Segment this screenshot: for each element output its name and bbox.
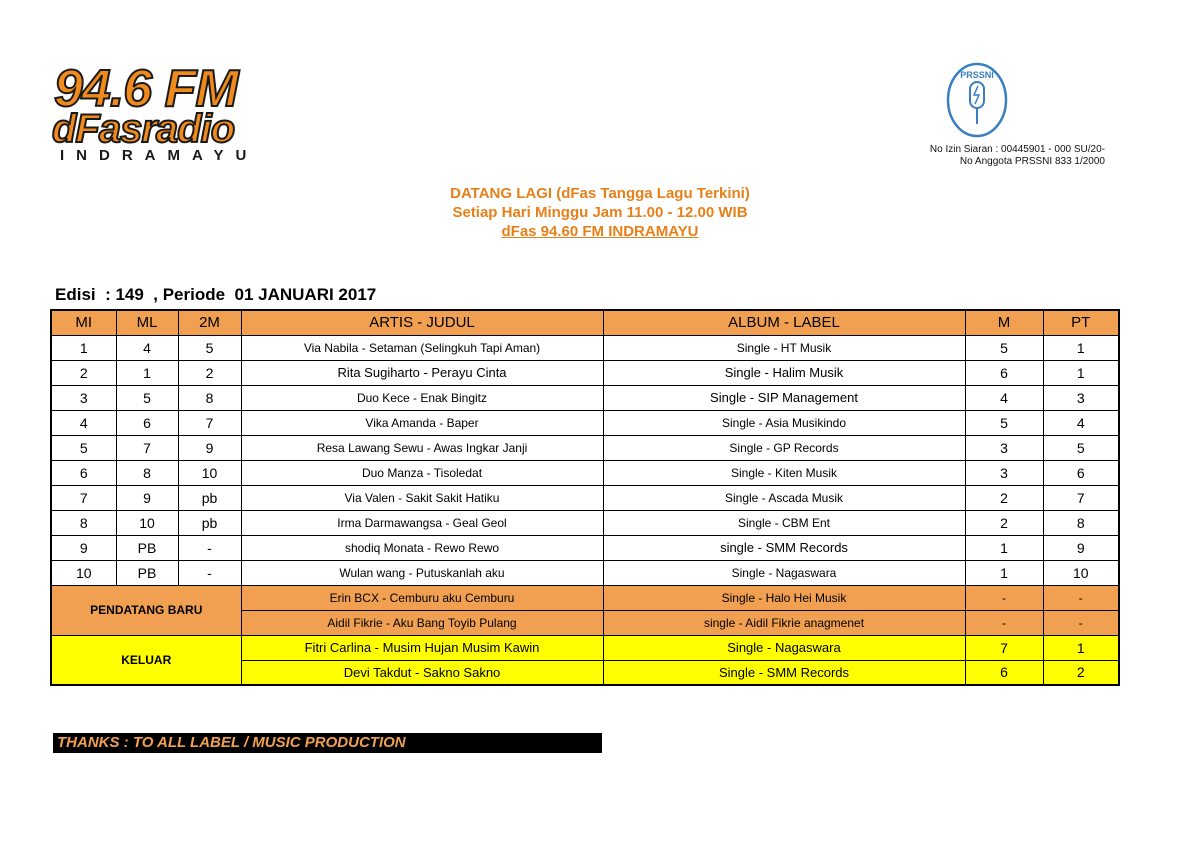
table-row: [51, 435, 1119, 460]
cell-2m: 9: [178, 435, 241, 460]
seal-letters: PRSSNI: [960, 70, 994, 80]
cell-2m: 7: [178, 410, 241, 435]
cell-pt: -: [1043, 610, 1119, 635]
cell-mi: 4: [51, 410, 116, 435]
cell-m: 6: [965, 360, 1043, 385]
heading-title: DATANG LAGI (dFas Tangga Lagu Terkini): [450, 185, 750, 202]
cell-ml: PB: [116, 560, 178, 585]
cell-m: 7: [965, 635, 1043, 660]
cell-ml: 5: [116, 385, 178, 410]
cell-artist: Via Nabila - Setaman (Selingkuh Tapi Aman): [241, 335, 603, 360]
cell-artist: Devi Takdut - Sakno Sakno: [241, 660, 603, 685]
cell-ml: 1: [116, 360, 178, 385]
col-header-2m: 2M: [178, 310, 241, 335]
cell-2m: 5: [178, 335, 241, 360]
station-logo-graphic: [50, 62, 340, 162]
table-header-row: [51, 310, 1119, 335]
logo-brand: dFasradio: [52, 107, 235, 151]
col-header-pt: PT: [1043, 310, 1119, 335]
cell-2m: -: [178, 560, 241, 585]
cell-pt: 7: [1043, 485, 1119, 510]
cell-artist: Vika Amanda - Baper: [241, 410, 603, 435]
cell-pt: -: [1043, 585, 1119, 610]
cell-artist: shodiq Monata - Rewo Rewo: [241, 535, 603, 560]
license-info: [845, 144, 1105, 168]
prssni-seal: [945, 62, 1009, 138]
cell-2m: -: [178, 535, 241, 560]
cell-m: 2: [965, 485, 1043, 510]
cell-pt: 10: [1043, 560, 1119, 585]
cell-m: 1: [965, 535, 1043, 560]
cell-album: Single - Halim Musik: [603, 360, 965, 385]
cell-2m: 8: [178, 385, 241, 410]
cell-album: single - SMM Records: [603, 535, 965, 560]
col-header-artist: ARTIS - JUDUL: [241, 310, 603, 335]
cell-artist: Erin BCX - Cemburu aku Cemburu: [241, 585, 603, 610]
cell-album: Single - CBM Ent: [603, 510, 965, 535]
cell-m: 3: [965, 460, 1043, 485]
cell-mi: 8: [51, 510, 116, 535]
col-header-m: M: [965, 310, 1043, 335]
cell-mi: 2: [51, 360, 116, 385]
cell-pt: 9: [1043, 535, 1119, 560]
cell-ml: 7: [116, 435, 178, 460]
cell-2m: pb: [178, 510, 241, 535]
cell-album: single - Aidil Fikrie anagmenet: [603, 610, 965, 635]
table-row: [51, 460, 1119, 485]
cell-mi: 1: [51, 335, 116, 360]
new-entry-row: [51, 585, 1119, 610]
cell-artist: Duo Kece - Enak Bingitz: [241, 385, 603, 410]
table-row: [51, 385, 1119, 410]
cell-2m: 10: [178, 460, 241, 485]
table-row: [51, 560, 1119, 585]
cell-album: Single - SMM Records: [603, 660, 965, 685]
cell-pt: 6: [1043, 460, 1119, 485]
cell-pt: 5: [1043, 435, 1119, 460]
new-entries-label: PENDATANG BARU: [51, 585, 241, 635]
cell-artist: Via Valen - Sakit Sakit Hatiku: [241, 485, 603, 510]
cell-pt: 1: [1043, 635, 1119, 660]
chart-table: [50, 309, 1120, 686]
logo-frequency: 94.6 FM: [54, 62, 238, 118]
cell-album: Single - GP Records: [603, 435, 965, 460]
cell-pt: 1: [1043, 335, 1119, 360]
heading-station: dFas 94.60 FM INDRAMAYU: [501, 223, 699, 240]
cell-pt: 2: [1043, 660, 1119, 685]
cell-mi: 5: [51, 435, 116, 460]
cell-album: Single - HT Musik: [603, 335, 965, 360]
cell-2m: 2: [178, 360, 241, 385]
cell-2m: pb: [178, 485, 241, 510]
col-header-album: ALBUM - LABEL: [603, 310, 965, 335]
cell-m: 4: [965, 385, 1043, 410]
cell-ml: 8: [116, 460, 178, 485]
cell-mi: 10: [51, 560, 116, 585]
license-number: No Izin Siaran : 00445901 - 000 SU/20-: [929, 144, 1105, 155]
dropped-row: [51, 635, 1119, 660]
col-header-ml: ML: [116, 310, 178, 335]
cell-m: -: [965, 610, 1043, 635]
cell-m: 1: [965, 560, 1043, 585]
cell-mi: 9: [51, 535, 116, 560]
cell-pt: 4: [1043, 410, 1119, 435]
table-row: [51, 335, 1119, 360]
cell-m: 6: [965, 660, 1043, 685]
cell-artist: Irma Darmawangsa - Geal Geol: [241, 510, 603, 535]
cell-ml: 4: [116, 335, 178, 360]
station-logo: [50, 62, 340, 162]
cell-album: Single - Kiten Musik: [603, 460, 965, 485]
heading-schedule: Setiap Hari Minggu Jam 11.00 - 12.00 WIB: [452, 204, 748, 221]
cell-pt: 1: [1043, 360, 1119, 385]
cell-mi: 3: [51, 385, 116, 410]
cell-album: Single - Asia Musikindo: [603, 410, 965, 435]
microphone-icon: [945, 62, 1009, 138]
edition-line: Edisi : 149 , Periode 01 JANUARI 2017: [55, 285, 377, 304]
member-number: No Anggota PRSSNI 833 1/2000: [959, 156, 1105, 167]
cell-album: Single - SIP Management: [603, 385, 965, 410]
cell-artist: Rita Sugiharto - Perayu Cinta: [241, 360, 603, 385]
cell-ml: PB: [116, 535, 178, 560]
dropped-label: KELUAR: [51, 635, 241, 685]
cell-ml: 6: [116, 410, 178, 435]
cell-m: 5: [965, 335, 1043, 360]
table-row: [51, 410, 1119, 435]
cell-pt: 8: [1043, 510, 1119, 535]
cell-pt: 3: [1043, 385, 1119, 410]
thanks-banner: THANKS : TO ALL LABEL / MUSIC PRODUCTION: [53, 733, 602, 753]
table-row: [51, 535, 1119, 560]
cell-artist: Duo Manza - Tisoledat: [241, 460, 603, 485]
table-row: [51, 485, 1119, 510]
cell-mi: 6: [51, 460, 116, 485]
cell-m: 2: [965, 510, 1043, 535]
cell-m: 3: [965, 435, 1043, 460]
chart-headings: [300, 184, 900, 241]
cell-artist: Resa Lawang Sewu - Awas Ingkar Janji: [241, 435, 603, 460]
cell-ml: 10: [116, 510, 178, 535]
cell-album: Single - Halo Hei Musik: [603, 585, 965, 610]
cell-album: Single - Ascada Musik: [603, 485, 965, 510]
cell-artist: Wulan wang - Putuskanlah aku: [241, 560, 603, 585]
cell-album: Single - Nagaswara: [603, 560, 965, 585]
cell-mi: 7: [51, 485, 116, 510]
table-row: [51, 510, 1119, 535]
col-header-mi: MI: [51, 310, 116, 335]
cell-ml: 9: [116, 485, 178, 510]
cell-m: 5: [965, 410, 1043, 435]
cell-album: Single - Nagaswara: [603, 635, 965, 660]
logo-city: INDRAMAYU: [60, 147, 259, 162]
cell-m: -: [965, 585, 1043, 610]
table-row: [51, 360, 1119, 385]
cell-artist: Fitri Carlina - Musim Hujan Musim Kawin: [241, 635, 603, 660]
cell-artist: Aidil Fikrie - Aku Bang Toyib Pulang: [241, 610, 603, 635]
